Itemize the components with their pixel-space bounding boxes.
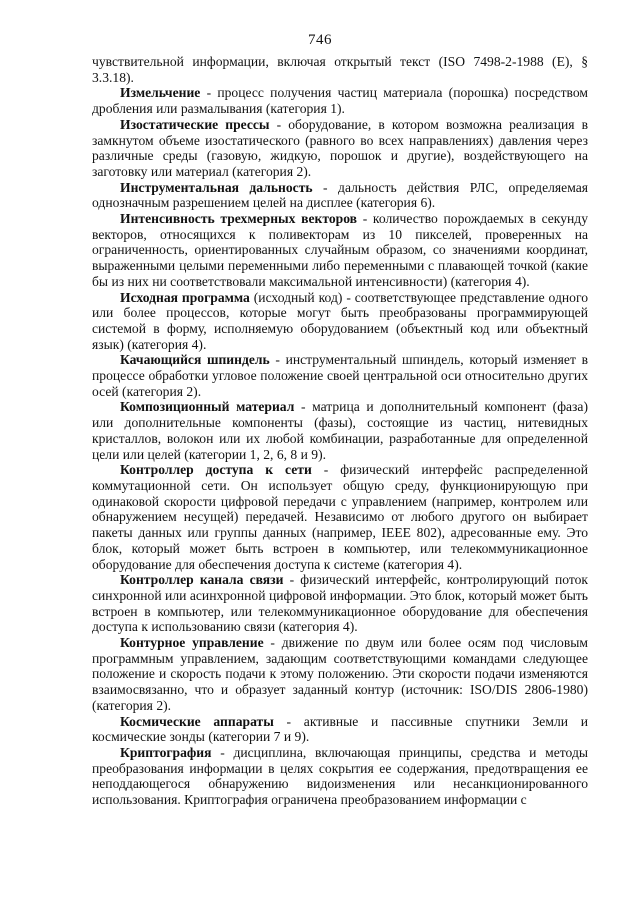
glossary-term: Инструментальная дальность (120, 179, 313, 195)
glossary-definition: - оборудование, в котором возможна реализация в замкнутом объеме изостатического (равного во всех направлениях) давления через различные среды (газовую, жидкую, порошок и другие), воздействующего на заготовку или материал (категория 2). (92, 116, 588, 179)
glossary-definition: - физический интерфейс распределенной коммутационной сети. Он использует общую среду, функционирующую при одинаковой скорости цифровой передачи с управлением (например, контролем или обнаружением несущей) передачей. Независимо от любого другого он выбирает пакеты данных или группы данных (например, IEEE 802), адресованные ему. Это блок, который может быть встроен в компьютер, или телекоммуникационное оборудование для обеспечения доступа к системе (категория 4). (92, 462, 588, 572)
page-number: 746 (308, 32, 332, 48)
glossary-definition: (исходный код) - соответствующее представление одного или более процессов, которые могут быть преобразованы программирующей системой в форму, исполняемую оборудованием (объектный код или объектный язык) (категория 4). (92, 289, 588, 352)
glossary-definition: - матрица и дополнительный компонент (фаза) или дополнительные компоненты (фазы), состоящие из частиц, нитевидных кристаллов, волокон или их любой комбинации, разработанные для определенной цели или целей (категории 1, 2, 6, 8 и 9). (92, 399, 588, 462)
glossary-entry (92, 745, 588, 808)
glossary-entry (92, 462, 588, 572)
glossary-term: Контроллер доступа к сети (120, 462, 312, 478)
glossary-term: Контроллер канала связи (120, 572, 284, 588)
glossary-term: Изостатические прессы (120, 116, 270, 132)
glossary-definition: - дальность действия РЛС, определяемая однозначным разрешением целей на дисплее (категория 6). (92, 179, 588, 211)
glossary-entry (92, 85, 588, 116)
glossary-term: Контурное управление (120, 635, 264, 651)
glossary-term: Криптография (120, 744, 212, 760)
glossary-definition: - движение по двум или более осям под числовым программным управлением, задающим соответствующими командами следующее положение и скорость подачи к этому положению. Эти скорости подачи изменяются взаимосвязанно, что и образует заданный контур (источник: ISO/DIS 2806-1980) (категория 2). (92, 635, 589, 713)
glossary-definition: - процесс получения частиц материала (порошка) посредством дробления или размалывания (категория 1). (92, 85, 588, 117)
glossary-definition: - количество порождаемых в секунду векторов, относящихся к поливекторам из 10 пикселей, проверенных на ограниченность, ориентированных случайным образом, со значениями координат, выраженными целыми переменными либо переменными с плавающей точкой (какие бы из них ни соответствовали максимальной интенсивности) (категория 4). (92, 211, 588, 289)
glossary-entry (92, 399, 588, 462)
glossary-term: Композиционный материал (120, 399, 295, 415)
glossary-term: Космические аппараты (120, 713, 274, 729)
glossary-term: Измельчение (120, 85, 201, 101)
glossary-entry (92, 180, 588, 211)
glossary-entry (92, 352, 588, 399)
glossary-entry (92, 290, 588, 353)
document-body (92, 54, 588, 808)
glossary-entry (92, 572, 588, 635)
glossary-definition: - инструментальный шпиндель, который изменяет в процессе обработки угловое положение своей центральной оси относительно других осей (категория 2). (92, 352, 588, 399)
glossary-term: Интенсивность трехмерных векторов (120, 211, 357, 227)
glossary-definition: - активные и пассивные спутники Земли и космические зонды (категории 7 и 9). (92, 713, 588, 745)
glossary-entry (92, 714, 588, 745)
glossary-entry (92, 635, 588, 714)
intro-paragraph: чувствительной информации, включая открытый текст (ISO 7498-2-1988 (Е), § 3.3.18). (92, 54, 588, 85)
glossary-term: Исходная программа (120, 289, 250, 305)
glossary-definition: - физический интерфейс, контролирующий поток синхронной или асинхронной цифровой информации. Это блок, который может быть встроен в компьютер, или телекоммуникационное оборудование для обеспечения доступа к использованию связи (категория 4). (92, 572, 588, 635)
glossary-term: Качающийся шпиндель (120, 352, 270, 368)
glossary-definition: - дисциплина, включающая принципы, средства и методы преобразования информации в целях сокрытия ее содержания, предотвращения ее неподдающегося обнаружению видоизменения или несанкционированного использования. Криптография ограничена преобразованием информации с (92, 744, 588, 808)
glossary-entry (92, 211, 588, 290)
glossary-entry (92, 117, 588, 180)
